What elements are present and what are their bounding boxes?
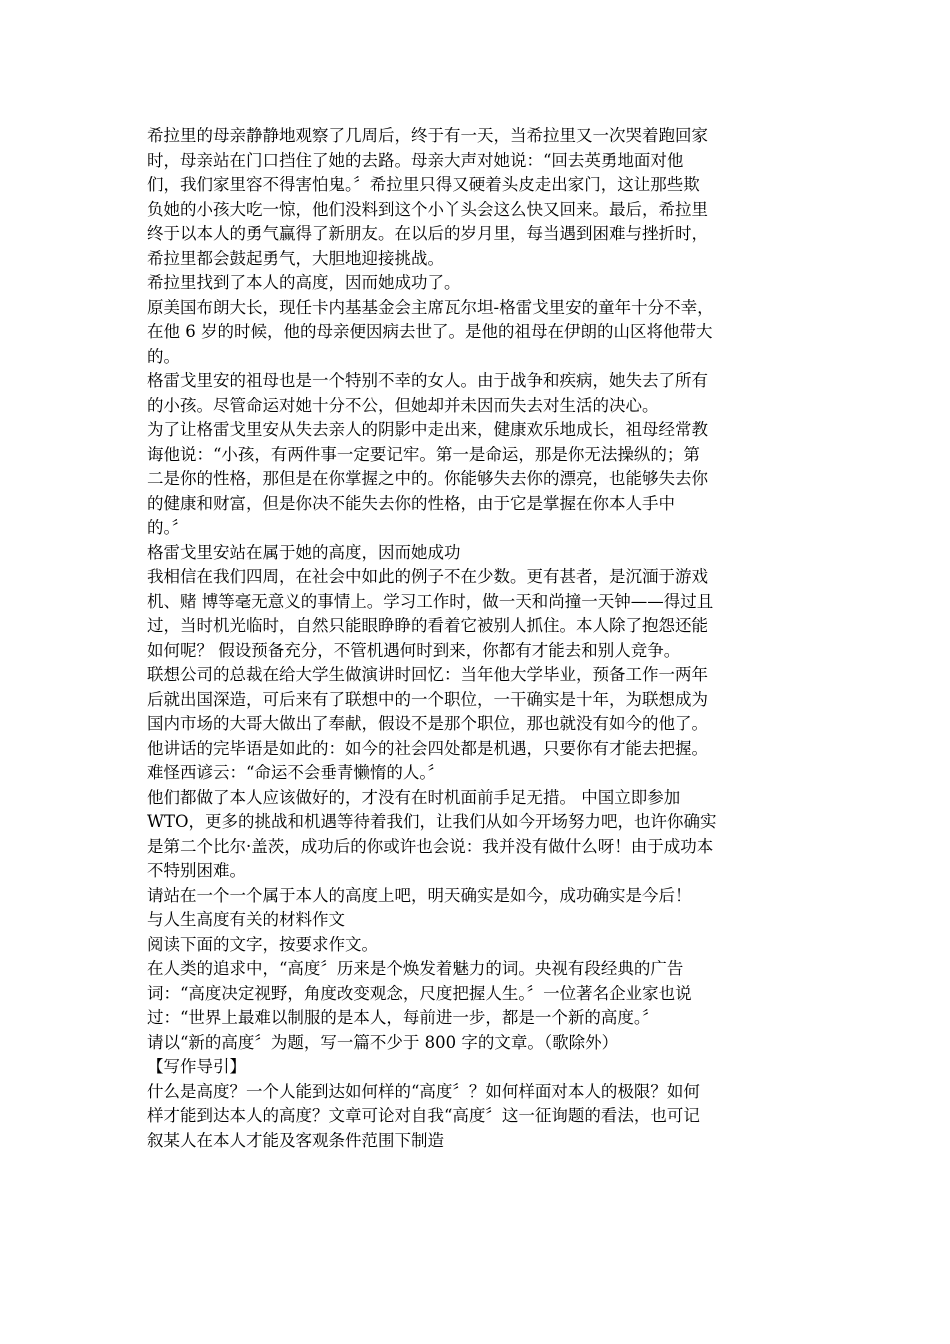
text-line: 过：“世界上最难以制服的是本人，每前进一步，都是一个新的高度。〞 [147, 1008, 659, 1027]
text-line: 的健康和财富，但是你决不能失去你的性格，由于它是掌握在你本人手中 [147, 493, 675, 513]
text-line: 请站在一个一个属于本人的高度上吧，明天确实是如今，成功确实是今后！ [147, 885, 692, 905]
text-line: 的小孩。尽管命运对她十分不公，但她却并未因而失去对生活的决心。 [147, 395, 659, 415]
text-line: 如何呢？ 假设预备充分，不管机遇何时到来，你都有才能去和别人竞争。 [147, 640, 681, 660]
text-line: 希拉里的母亲静静地观察了几周后，终于有一天，当希拉里又一次哭着跑回家 [147, 126, 708, 145]
text-line: 我相信在我们四周，在社会中如此的例子不在少数。更有甚者，是沉湎于游戏 [147, 567, 708, 586]
text-line: 希拉里找到了本人的高度，因而她成功了。 [147, 273, 461, 292]
text-line: 格雷戈里安的祖母也是一个特别不幸的女人。由于战争和疾病，她失去了所有 [147, 371, 708, 390]
text-line: 他们都做了本人应该做好的，才没有在时机面前手足无措。 中国立即参加 [147, 787, 681, 807]
text-line: WTO，更多的挑战和机遇等待着我们，让我们从如今开场努力吧，也许你确实 [147, 812, 717, 831]
text-line: 诲他说：“小孩，有两件事一定要记牢。第一是命运，那是你无法操纵的；第 [147, 444, 700, 464]
text-line: 阅读下面的文字，按要求作文。 [147, 934, 378, 954]
text-line: 为了让格雷戈里安从失去亲人的阴影中走出来，健康欢乐地成长，祖母经常教 [147, 420, 708, 439]
text-line: 在人类的追求中，“高度〞历来是个焕发着魅力的词。央视有段经典的广告 [147, 959, 684, 978]
text-line: 叙某人在本人才能及客观条件范围下制造 [147, 1130, 444, 1150]
text-line: 他讲话的完毕语是如此的：如今的社会四处都是机遇，只要你有才能去把握。 [147, 738, 708, 758]
text-line: 是第二个比尔·盖茨，成功后的你或许也会说：我并没有做什么呀！由于成功本 [147, 836, 714, 856]
text-line: 什么是高度？一个人能到达如何样的“高度〞？如何样面对本人的极限？如何 [147, 1081, 700, 1101]
text-line: 时，母亲站在门口挡住了她的去路。母亲大声对她说：“回去英勇地面对他 [147, 150, 684, 170]
text-line: 希拉里都会鼓起勇气，大胆地迎接挑战。 [147, 248, 444, 268]
text-line: 们，我们家里容不得害怕鬼。〞希拉里只得又硬着头皮走出家门，这让那些欺 [147, 175, 700, 194]
section-title: 与人生高度有关的材料作文 [147, 910, 345, 929]
document-body [147, 124, 807, 1153]
text-line: 样才能到达本人的高度？文章可论对自我“高度〞这一征询题的看法，也可记 [147, 1106, 700, 1125]
text-line: 词：“高度决定视野，角度改变观念，尺度把握人生。〞一位著名企业家也说 [147, 983, 692, 1003]
text-line: 机、赌 博等毫无意义的事情上。学习工作时，做一天和尚撞一天钟——得过且 [147, 591, 714, 611]
text-line: 终于以本人的勇气赢得了新朋友。在以后的岁月里，每当遇到困难与挫折时， [147, 224, 708, 243]
text-line: 负她的小孩大吃一惊，他们没料到这个小丫头会这么快又回来。最后，希拉里 [147, 199, 708, 219]
text-line: 联想公司的总裁在给大学生做演讲时回忆：当年他大学毕业，预备工作一两年 [147, 665, 708, 684]
text-line: 请以“新的高度〞为题，写一篇不少于 800 字的文章。（歌除外） [147, 1032, 619, 1052]
text-line: 格雷戈里安站在属于她的高度，因而她成功 [147, 542, 461, 562]
section-heading: 【写作导引】 [147, 1057, 246, 1076]
text-line: 后就出国深造，可后来有了联想中的一个职位，一干确实是十年，为联想成为 [147, 689, 708, 709]
text-line: 在他 6 岁的时候，他的母亲便因病去世了。是他的祖母在伊朗的山区将他带大 [147, 322, 713, 341]
text-line: 国内市场的大哥大做出了奉献，假设不是那个职位，那也就没有如今的他了。 [147, 714, 708, 733]
text-line: 难怪西谚云：“命运不会垂青懒惰的人。〞 [147, 763, 445, 782]
text-line: 的。 [147, 346, 180, 366]
text-line: 原美国布朗大长，现任卡内基基金会主席瓦尔坦-格雷戈里安的童年十分不幸， [147, 297, 714, 317]
text-line: 不特别困难。 [147, 861, 246, 880]
text-line: 的。〞 [147, 518, 189, 537]
text-line: 二是你的性格，那但是在你掌握之中的。你能够失去你的漂亮，也能够失去你 [147, 469, 708, 488]
text-line: 过，当时机光临时，自然只能眼睁睁的看着它被别人抓住。本人除了抱怨还能 [147, 616, 708, 635]
